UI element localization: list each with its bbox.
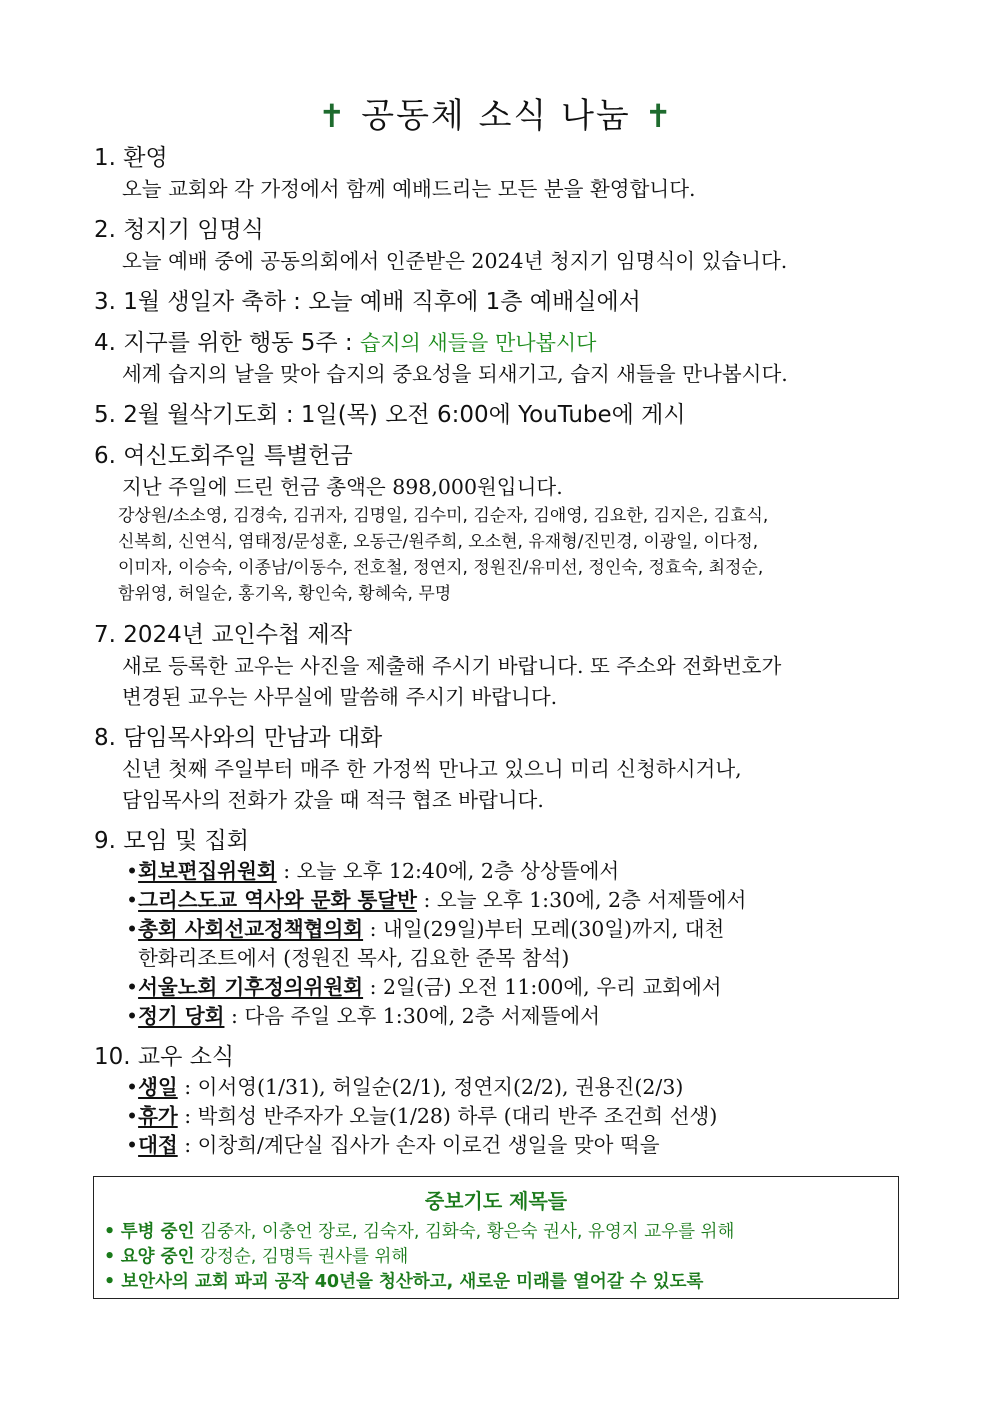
section-prayer-meeting xyxy=(94,399,914,431)
section-pastor-meeting xyxy=(94,722,914,816)
donor-line: 강상원/소소영, 김경숙, 김귀자, 김명일, 김수미, 김순자, 김애영, 김요한, 김지은, 김효식, xyxy=(118,506,769,526)
item-text: : 2일(금) 오전 11:00에, 우리 교회에서 xyxy=(363,975,722,999)
prayer-box xyxy=(93,1176,899,1299)
section-heading: 1. 환영 xyxy=(94,145,168,171)
section-birthday xyxy=(94,286,914,318)
section-member-news xyxy=(94,1041,914,1160)
list-item-continuation: 한화리조트에서 (정원진 목사, 김요한 준목 참석) xyxy=(138,946,570,970)
section-body-line: 새로 등록한 교우는 사진을 제출해 주시기 바랍니다. 또 주소와 전화번호가 xyxy=(122,654,782,678)
list-item xyxy=(126,915,914,944)
section-welcome xyxy=(94,142,914,205)
section-heading: 9. 모임 및 집회 xyxy=(94,828,249,854)
item-key: 회보편집위원회 xyxy=(138,859,277,883)
bullet: • xyxy=(126,1104,139,1128)
item-text: : 내일(29일)부터 모레(30일)까지, 대천 xyxy=(363,917,725,941)
page-title xyxy=(0,88,992,137)
item-key: 정기 당회 xyxy=(138,1004,225,1028)
bullet: • xyxy=(126,859,139,883)
item-text: : 다음 주일 오후 1:30에, 2층 서제뜰에서 xyxy=(224,1004,601,1028)
section-heading: 2. 청지기 임명식 xyxy=(94,217,264,243)
donor-line: 신복희, 신연식, 염태정/문성훈, 오동근/원주희, 오소현, 유재형/진민경, 이광일, 이다정, xyxy=(118,532,759,552)
item-key: 대접 xyxy=(138,1133,178,1157)
section-directory xyxy=(94,619,914,713)
section-body-line: 변경된 교우는 사무실에 말씀해 주시기 바랍니다. xyxy=(122,685,558,709)
item-text: : 오늘 오후 1:30에, 2층 서제뜰에서 xyxy=(416,888,747,912)
prayer-item-text: 김중자, 이충언 장로, 김숙자, 김화숙, 황은숙 권사, 유영지 교우를 위해 xyxy=(194,1222,735,1242)
cross-icon: ✝ xyxy=(644,97,674,135)
bullet: • xyxy=(126,1133,139,1157)
section-heading: 5. 2월 월삭기도회 : 1일(목) 오전 6:00에 YouTube에 게시 xyxy=(94,402,686,428)
bullet: • xyxy=(126,888,139,912)
item-key: 그리스도교 역사와 문화 통달반 xyxy=(138,888,417,912)
bullet: • xyxy=(126,1004,139,1028)
cross-icon: ✝ xyxy=(318,97,348,135)
section-heading: 10. 교우 소식 xyxy=(94,1044,235,1070)
prayer-item xyxy=(104,1245,898,1270)
section-heading: 6. 여신도회주일 특별헌금 xyxy=(94,443,353,469)
section-offering xyxy=(94,440,914,607)
donor-line: 함위영, 허일순, 홍기옥, 황인숙, 황혜숙, 무명 xyxy=(118,584,452,604)
section-body: 세계 습지의 날을 맞아 습지의 중요성을 되새기고, 습지 새들을 만나봅시다. xyxy=(122,362,788,386)
prayer-item-key: 요양 중인 xyxy=(120,1247,195,1267)
item-text: : 박희성 반주자가 오늘(1/28) 하루 (대리 반주 조건희 선생) xyxy=(177,1104,718,1128)
list-item xyxy=(126,857,914,886)
section-heading: 7. 2024년 교인수첩 제작 xyxy=(94,622,352,648)
heading-text: 4. 지구를 위한 행동 5주 : xyxy=(94,330,360,356)
prayer-item-key: 투병 중인 xyxy=(120,1222,195,1242)
prayer-item xyxy=(104,1270,898,1295)
item-key: 생일 xyxy=(138,1075,178,1099)
prayer-item-text: 보안사의 교회 파괴 공작 40년을 청산하고, 새로운 미래를 열어갈 수 있도록 xyxy=(121,1272,704,1292)
list-item xyxy=(126,1102,914,1131)
item-key: 총회 사회선교정책협의회 xyxy=(138,917,364,941)
section-body: 오늘 교회와 각 가정에서 함께 예배드리는 모든 분을 환영합니다. xyxy=(122,177,696,201)
list-item xyxy=(126,973,914,1002)
heading-highlight: 습지의 새들을 만나봅시다 xyxy=(359,331,597,355)
section-body: 오늘 예배 중에 공동의회에서 인준받은 2024년 청지기 임명식이 있습니다. xyxy=(122,249,788,273)
list-item xyxy=(126,1002,914,1031)
bullet: • xyxy=(104,1272,116,1292)
bullet: • xyxy=(126,975,139,999)
prayer-item xyxy=(104,1220,898,1245)
item-key: 서울노회 기후정의위원회 xyxy=(138,975,364,999)
section-body-line: 신년 첫째 주일부터 매주 한 가정씩 만나고 있으니 미리 신청하시거나, xyxy=(122,757,742,781)
bullet: • xyxy=(126,917,139,941)
donor-line: 이미자, 이승숙, 이종남/이동수, 전호철, 정연지, 정원진/유미선, 정인숙, 정효숙, 최정순, xyxy=(118,558,764,578)
title-text: 공동체 소식 나눔 xyxy=(361,96,631,136)
list-item xyxy=(126,886,914,915)
item-text: : 이서영(1/31), 허일순(2/1), 정연지(2/2), 권용진(2/3) xyxy=(177,1075,684,1099)
item-text: : 이창희/계단실 집사가 손자 이로건 생일을 맞아 떡을 xyxy=(177,1133,660,1157)
section-heading: 8. 담임목사와의 만남과 대화 xyxy=(94,725,383,751)
section-gatherings xyxy=(94,825,914,1031)
section-earth-action xyxy=(94,327,914,390)
section-body-line: 담임목사의 전화가 갔을 때 적극 협조 바랍니다. xyxy=(122,788,544,812)
prayer-box-title: 중보기도 제목들 xyxy=(424,1189,568,1213)
section-heading xyxy=(94,327,914,359)
section-heading: 3. 1월 생일자 축하 : 오늘 예배 직후에 1층 예배실에서 xyxy=(94,289,641,315)
list-item xyxy=(126,1073,914,1102)
item-key: 휴가 xyxy=(138,1104,178,1128)
bullet: • xyxy=(104,1247,116,1267)
section-body: 지난 주일에 드린 헌금 총액은 898,000원입니다. xyxy=(122,475,563,499)
bullet: • xyxy=(126,1075,139,1099)
bullet: • xyxy=(104,1222,116,1242)
section-steward xyxy=(94,214,914,277)
prayer-item-text: 강정순, 김명득 권사를 위해 xyxy=(194,1247,409,1267)
item-text: : 오늘 오후 12:40에, 2층 상상뜰에서 xyxy=(276,859,620,883)
list-item xyxy=(126,1131,914,1160)
